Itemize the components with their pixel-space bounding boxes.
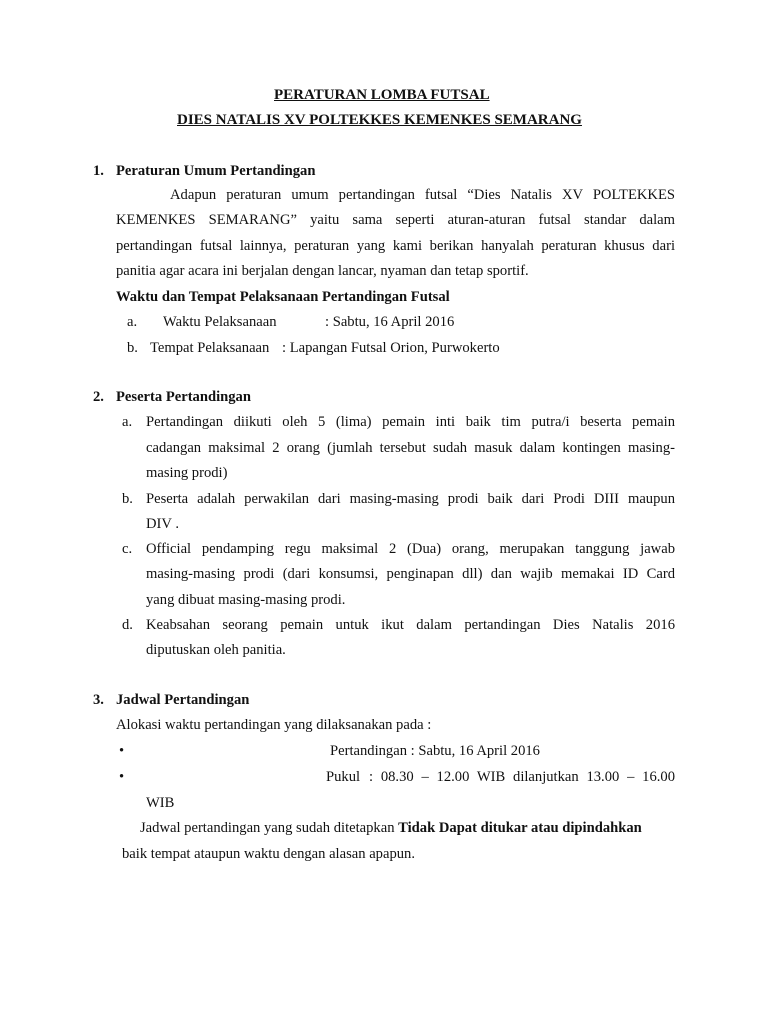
list-letter: a. [122, 414, 133, 430]
list-item-line: Official pendamping regu maksimal 2 (Dua) orang, merupakan tanggung jawab [146, 541, 675, 557]
section-1-number: 1. [93, 163, 104, 179]
closing-emphasis: Tidak Dapat ditukar atau dipindahkan [398, 820, 642, 836]
list-item-line: yang dibuat masing-masing prodi. [146, 592, 346, 608]
section-1-heading: Peraturan Umum Pertandingan [116, 163, 316, 179]
list-item-line: Pertandingan diikuti oleh 5 (lima) pemain inti baik tim putra/i beserta pemain [146, 414, 675, 430]
document-title: PERATURAN LOMBA FUTSAL [274, 87, 490, 103]
list-item-line: Keabsahan seorang pemain untuk ikut dalam pertandingan Dies Natalis 2016 [146, 617, 675, 633]
list-letter: c. [122, 541, 133, 557]
list-item-line: diputuskan oleh panitia. [146, 642, 286, 658]
bullet-text: Pertandingan : Sabtu, 16 April 2016 [330, 743, 540, 759]
list-item-line: cadangan maksimal 2 orang (jumlah tersebut sudah masuk dalam kontingen masing- [146, 440, 675, 456]
bullet-label: Pukul [326, 769, 361, 785]
item-value: : Lapangan Futsal Orion, Purwokerto [282, 340, 500, 356]
bullet-icon: • [119, 743, 125, 759]
bullet-text-continued: WIB [146, 795, 175, 811]
closing-line-2: baik tempat ataupun waktu dengan alasan apapun. [122, 846, 415, 862]
item-label: Waktu Pelaksanaan [163, 314, 277, 330]
item-label: Tempat Pelaksanaan [150, 340, 270, 356]
document-subtitle: DIES NATALIS XV POLTEKKES KEMENKES SEMARANG [177, 112, 582, 128]
item-value: : Sabtu, 16 April 2016 [325, 314, 455, 330]
section-2-number: 2. [93, 389, 104, 405]
bullet-text: : 08.30 – 12.00 WIB dilanjutkan 13.00 – 16.00 [369, 769, 675, 785]
list-letter: a. [127, 314, 138, 330]
section-3-number: 3. [93, 692, 104, 708]
closing-line [140, 820, 642, 837]
list-letter: b. [122, 491, 133, 507]
section-1-para-line: Adapun peraturan umum pertandingan futsal “Dies Natalis XV POLTEKKES [170, 187, 675, 203]
bullet-icon: • [119, 769, 125, 785]
section-3-heading: Jadwal Pertandingan [116, 692, 250, 708]
list-item-line: DIV . [146, 516, 179, 532]
list-letter: d. [122, 617, 133, 633]
closing-text: Jadwal pertandingan yang sudah ditetapkan [140, 820, 395, 836]
list-item-line: masing-masing prodi (dari konsumsi, penginapan dll) dan wajib memakai ID Card [146, 566, 675, 582]
section-2-heading: Peserta Pertandingan [116, 389, 251, 405]
section-1-subheading: Waktu dan Tempat Pelaksanaan Pertandingan Futsal [116, 289, 450, 305]
section-1-para-line: panitia agar acara ini berjalan dengan lancar, nyaman dan tetap sportif. [116, 263, 529, 279]
list-item-line: masing prodi) [146, 465, 228, 481]
section-1-para-line: pertandingan futsal lainnya, peraturan yang kami berikan hanyalah peraturan khusus dari [116, 238, 675, 254]
list-item-line: Peserta adalah perwakilan dari masing-masing prodi baik dari Prodi DIII maupun [146, 491, 675, 507]
section-1-para-line: KEMENKES SEMARANG” yaitu sama seperti aturan-aturan futsal standar dalam [116, 212, 675, 228]
section-3-intro: Alokasi waktu pertandingan yang dilaksanakan pada : [116, 717, 432, 733]
list-letter: b. [127, 340, 138, 356]
